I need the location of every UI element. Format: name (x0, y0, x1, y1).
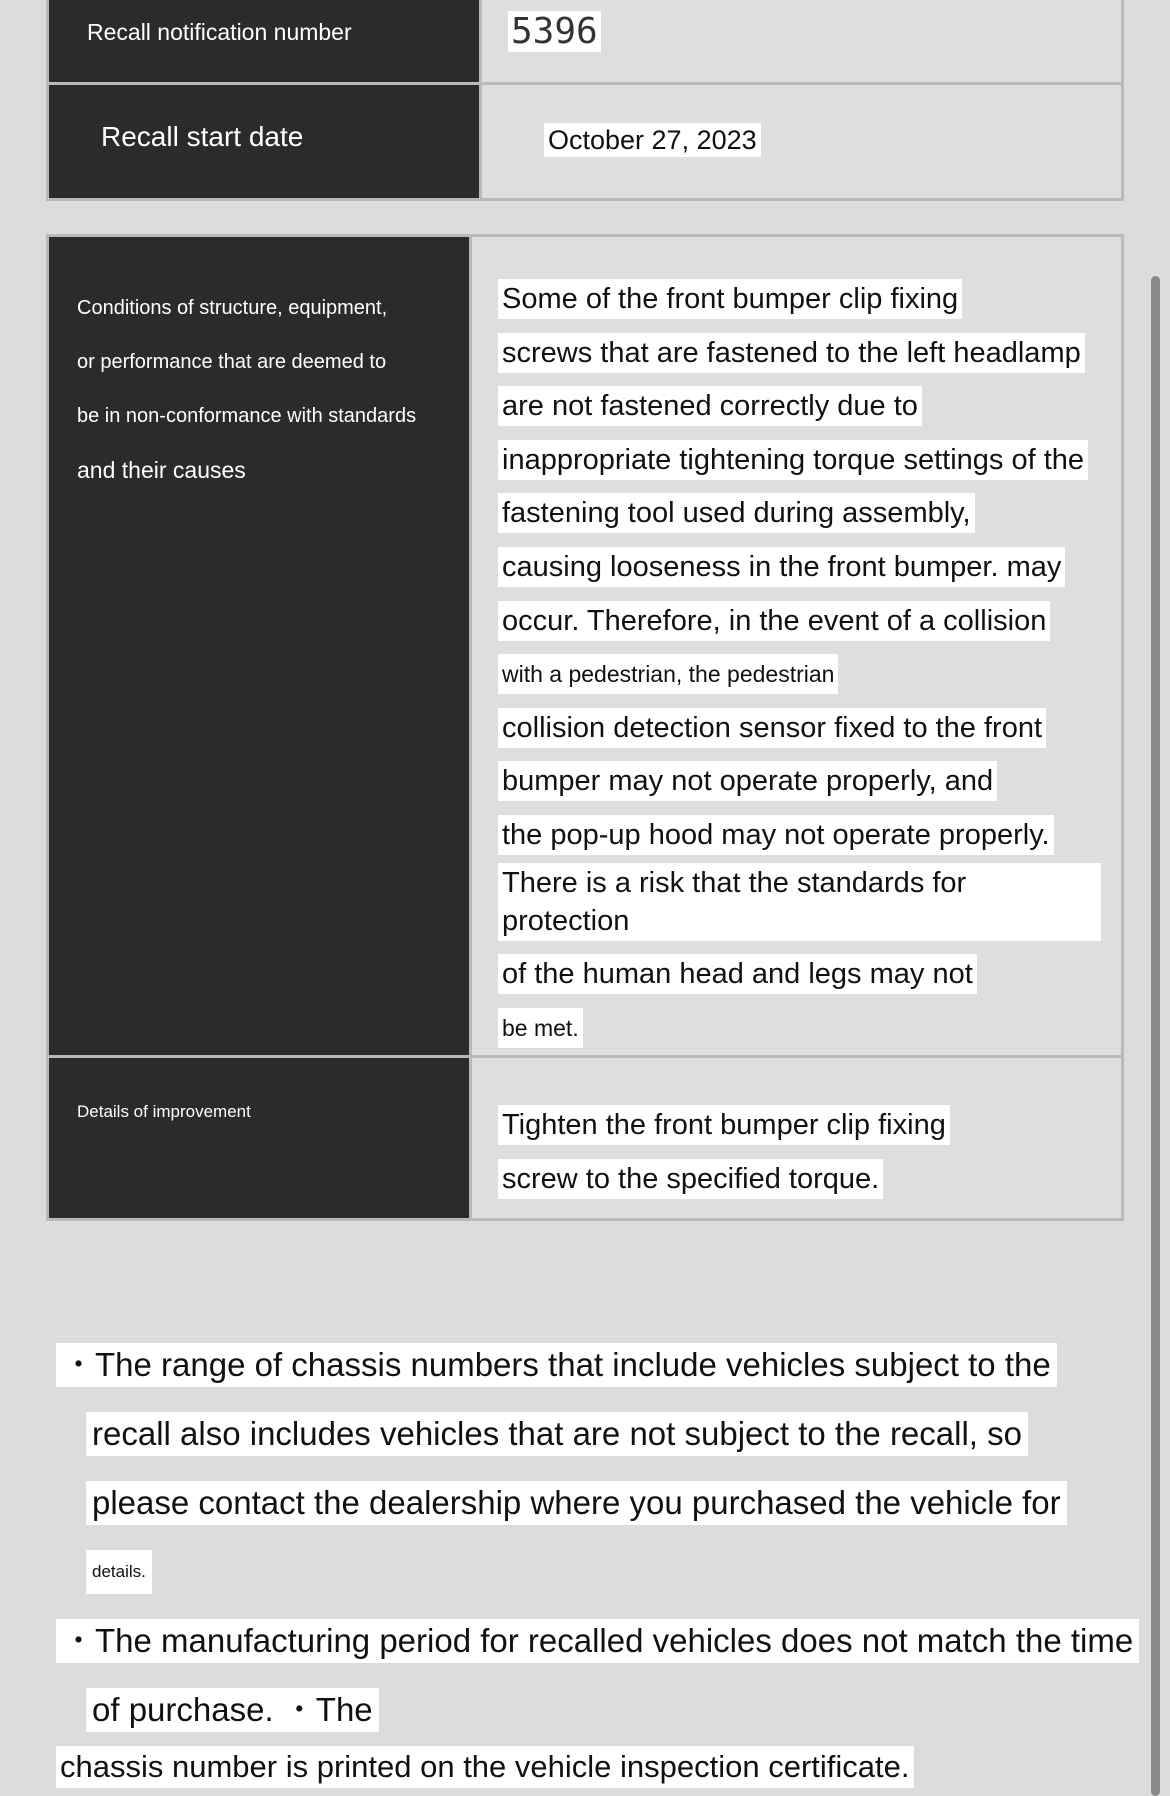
note-line (56, 1468, 1116, 1537)
note-line-text: please contact the dealership where you purchased the vehicle for (86, 1481, 1067, 1525)
conditions-line-text: with a pedestrian, the pedestrian (498, 654, 838, 694)
note-line-text: details. (86, 1550, 152, 1594)
conditions-label-line: and their causes (77, 457, 246, 483)
conditions-line-text: collision detection sensor fixed to the front (498, 708, 1046, 748)
note-line (56, 1537, 1116, 1606)
note-line (56, 1675, 1116, 1744)
recall-notes (56, 1330, 1134, 1744)
row-conditions (48, 236, 1123, 1057)
note-line (56, 1330, 1116, 1399)
conditions-line (498, 702, 1101, 756)
conditions-line (498, 327, 1101, 381)
conditions-line-text: inappropriate tightening torque settings of the (498, 440, 1088, 480)
conditions-line-text: There is a risk that the standards for protection (498, 863, 1101, 941)
conditions-label-line: Conditions of structure, equipment, (77, 297, 388, 319)
conditions-line-text: of the human head and legs may not (498, 954, 977, 994)
conditions-label-line: or performance that are deemed to (77, 351, 387, 373)
conditions-line-text: fastening tool used during assembly, (498, 493, 975, 533)
row-notification-number (48, 0, 1123, 84)
conditions-label (48, 236, 471, 1057)
note-line-text: ・The range of chassis numbers that include vehicles subject to the (56, 1343, 1057, 1387)
notification-number-label: Recall notification number (48, 0, 481, 84)
conditions-line (498, 380, 1101, 434)
conditions-line (498, 863, 1101, 949)
note-line-text: of purchase. ・The (86, 1688, 379, 1732)
conditions-line-text: bumper may not operate properly, and (498, 761, 997, 801)
conditions-line (498, 434, 1101, 488)
notification-number-cell (481, 0, 1123, 84)
start-date-label: Recall start date (48, 84, 481, 200)
conditions-line (498, 948, 1101, 1002)
conditions-line-text: the pop-up hood may not operate properly. (498, 815, 1054, 855)
improvement-line-text: screw to the specified torque. (498, 1159, 883, 1199)
note-line-text: ・The manufacturing period for recalled vehicles does not match the time (56, 1619, 1139, 1663)
conditions-line-text: are not fastened correctly due to (498, 386, 922, 426)
row-start-date (48, 84, 1123, 200)
conditions-line-text: screws that are fastened to the left headlamp (498, 333, 1085, 373)
conditions-line-text: occur. Therefore, in the event of a collision (498, 601, 1050, 641)
conditions-line (498, 487, 1101, 541)
conditions-line-text: be met. (498, 1008, 583, 1048)
chassis-note-text: chassis number is printed on the vehicle inspection certificate. (56, 1746, 914, 1788)
improvement-label-text: Details of improvement (77, 1102, 251, 1122)
note-line (56, 1606, 1134, 1675)
conditions-line-text: causing looseness in the front bumper. may (498, 547, 1065, 587)
improvement-value (471, 1057, 1123, 1220)
recall-details-table (46, 234, 1124, 1221)
conditions-line (498, 648, 1101, 702)
improvement-line (498, 1098, 1121, 1152)
improvement-line (498, 1152, 1121, 1206)
start-date-cell (481, 84, 1123, 200)
conditions-label-line: be in non-conformance with standards (77, 405, 417, 427)
conditions-line-text: Some of the front bumper clip fixing (498, 279, 962, 319)
note-line (56, 1399, 1116, 1468)
conditions-line (498, 755, 1101, 809)
conditions-line (498, 1002, 1101, 1056)
start-date-value: October 27, 2023 (544, 123, 761, 157)
vertical-scrollbar[interactable] (1151, 276, 1160, 1796)
conditions-value (471, 236, 1123, 1057)
improvement-line-text: Tighten the front bumper clip fixing (498, 1105, 950, 1145)
conditions-line (498, 541, 1101, 595)
conditions-line (498, 595, 1101, 649)
row-improvement (48, 1057, 1123, 1220)
conditions-line (498, 809, 1101, 863)
notification-number-value: 5396 (508, 11, 601, 52)
chassis-note (56, 1746, 914, 1788)
conditions-line (498, 273, 1101, 327)
note-line-text: recall also includes vehicles that are not subject to the recall, so (86, 1412, 1028, 1456)
recall-info-table (46, 0, 1124, 201)
improvement-label (48, 1057, 471, 1220)
